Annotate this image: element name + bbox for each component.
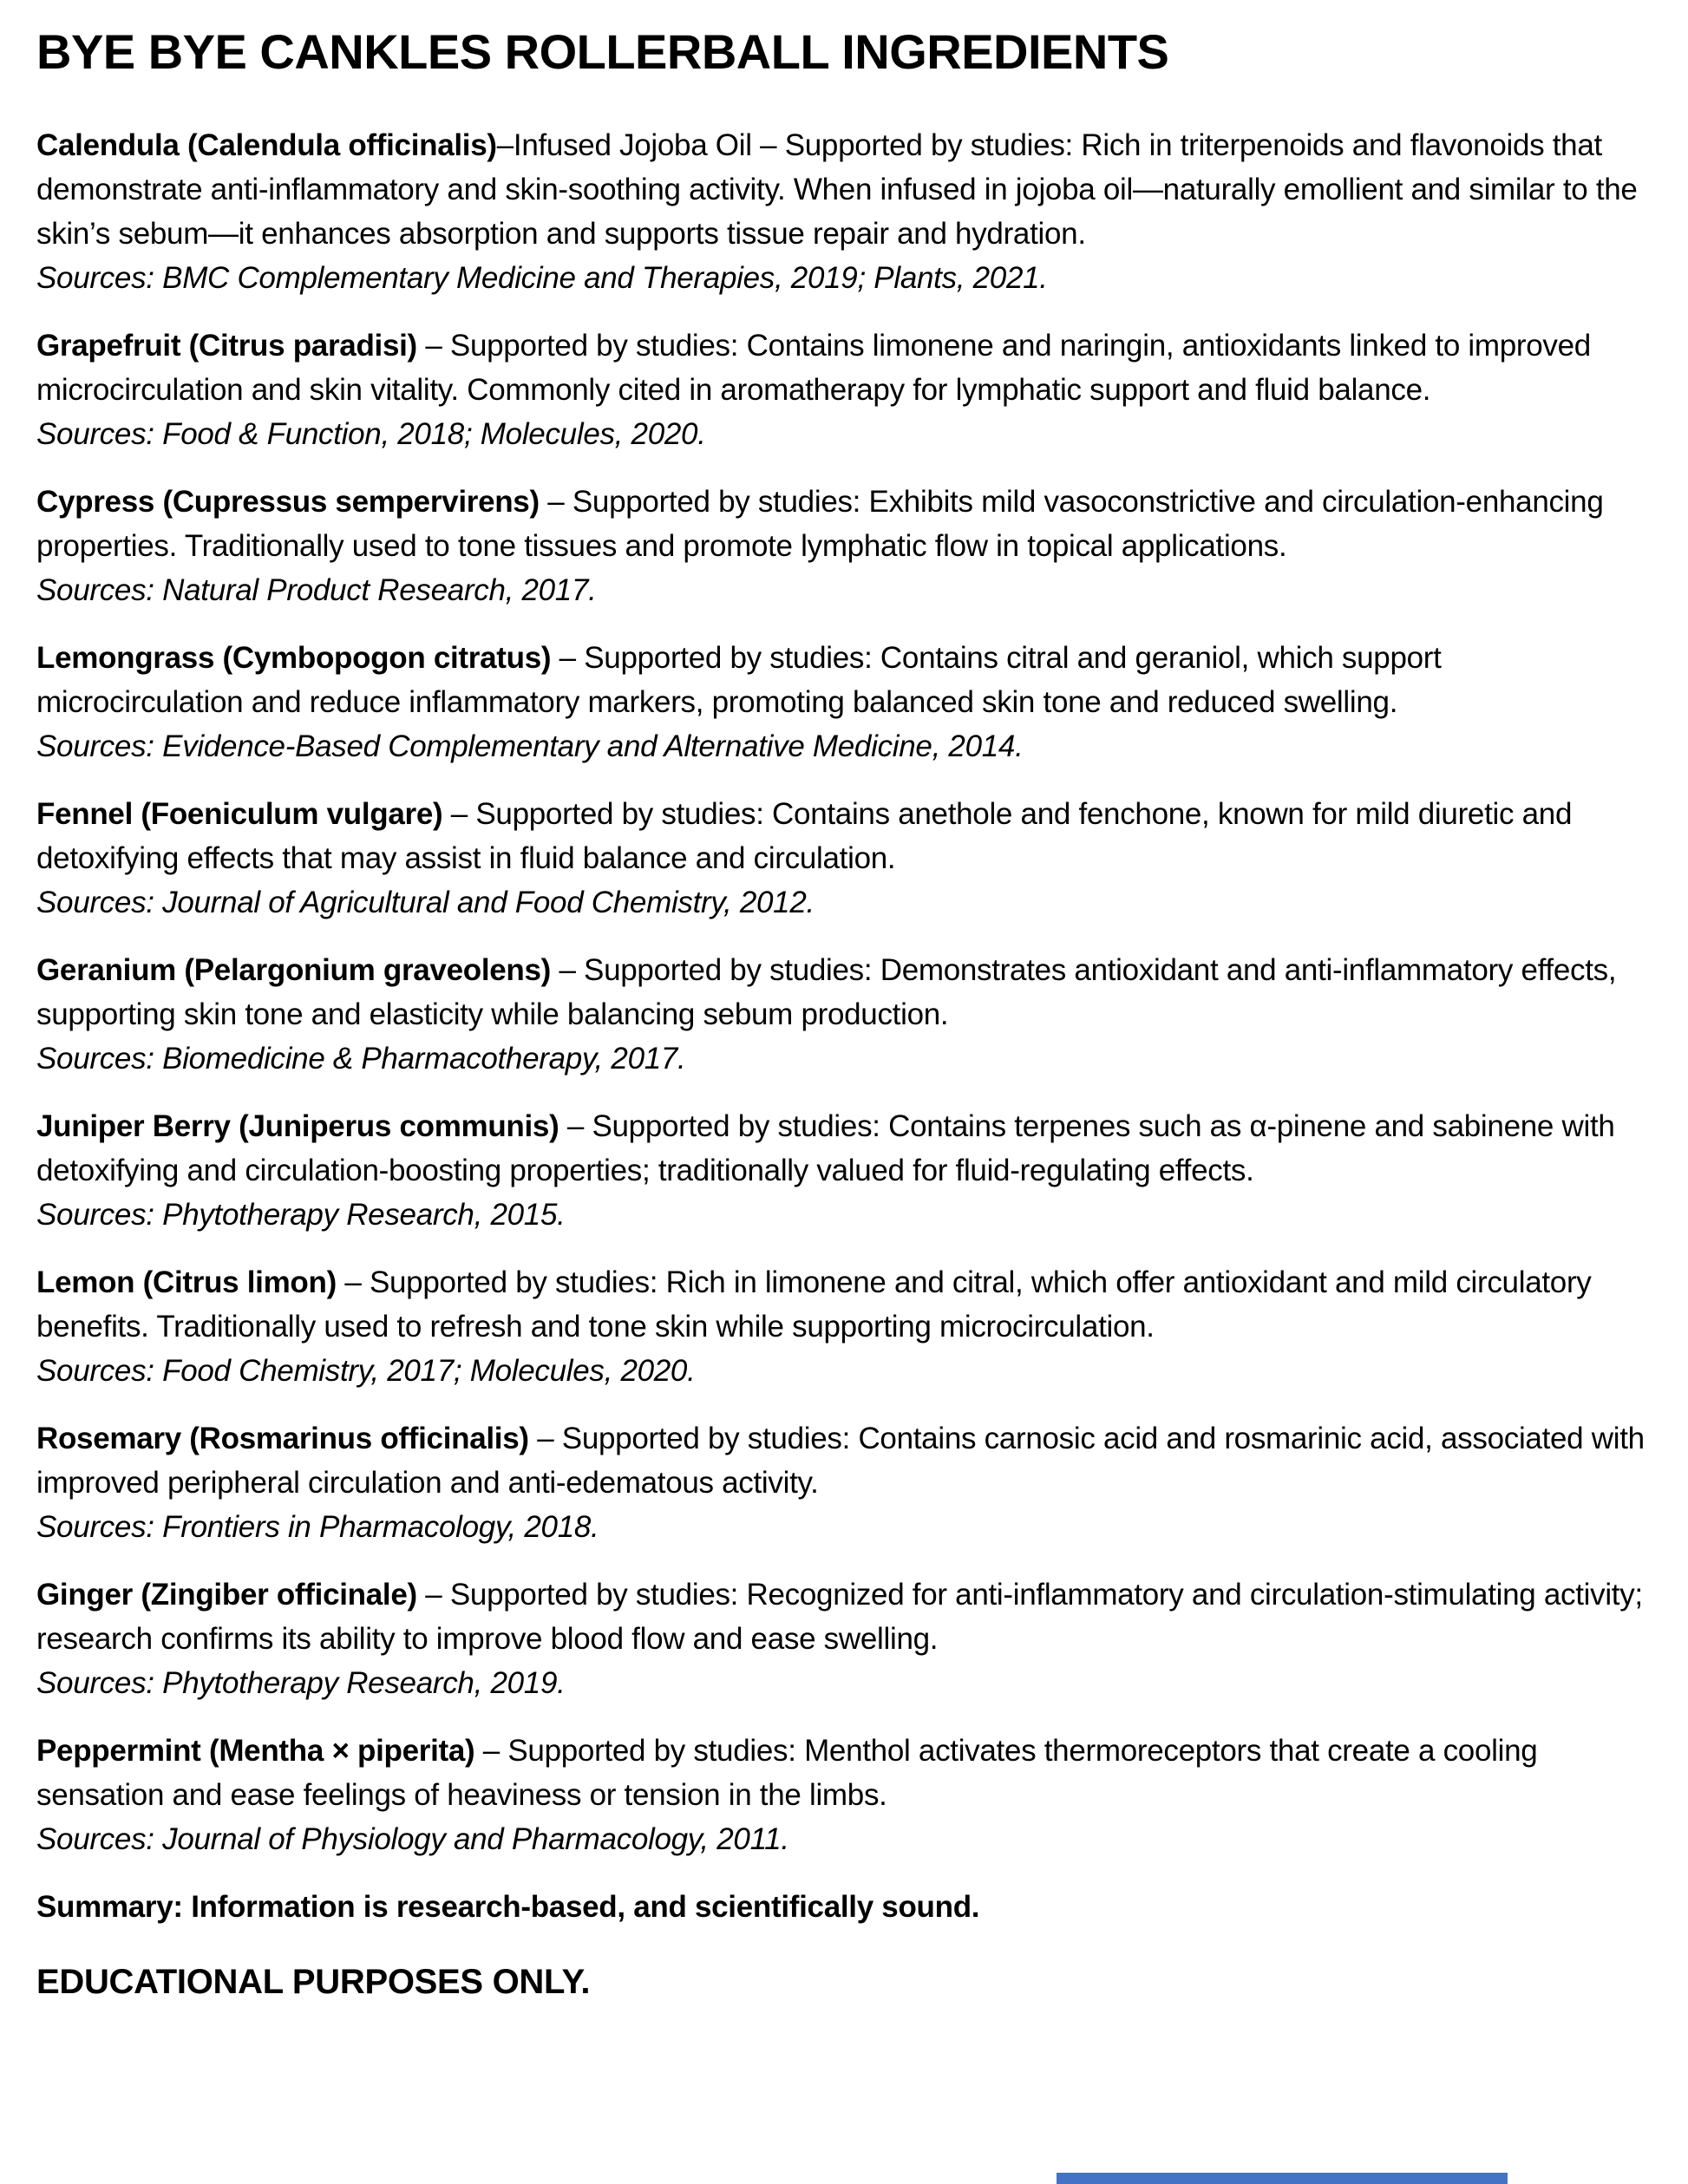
ingredient-paragraph xyxy=(36,1260,1652,1349)
ingredient-paragraph xyxy=(36,948,1652,1036)
ingredient-name: Ginger (Zingiber officinale) xyxy=(36,1578,417,1612)
ingredient-paragraph xyxy=(36,123,1652,256)
ingredient-block xyxy=(36,324,1652,456)
ingredient-description: – Supported by studies: Contains citral and geraniol, which support microcirculation and reduce inflammatory markers, promoting balanced skin tone and reduced swelling. xyxy=(36,641,1442,719)
ingredient-sources: Sources: Journal of Physiology and Pharmacology, 2011. xyxy=(36,1822,789,1856)
ingredient-sources: Sources: Frontiers in Pharmacology, 2018. xyxy=(36,1510,599,1544)
ingredient-sources: Sources: Phytotherapy Research, 2015. xyxy=(36,1198,566,1232)
ingredient-block xyxy=(36,1729,1652,1861)
ingredient-name: Lemongrass (Cymbopogon citratus) xyxy=(36,641,552,675)
ingredient-name: Calendula (Calendula officinalis) xyxy=(36,128,497,162)
ingredient-sources: Sources: Biomedicine & Pharmacotherapy, 2017. xyxy=(36,1042,686,1076)
ingredient-block xyxy=(36,1104,1652,1237)
ingredient-paragraph xyxy=(36,1573,1652,1661)
ingredient-description: – Supported by studies: Contains limonene and naringin, antioxidants linked to improved microcirculation and skin vitality. Commonly cited in aromatherapy for lymphatic support and fluid balance. xyxy=(36,329,1591,407)
ingredient-paragraph xyxy=(36,1416,1652,1505)
ingredient-block xyxy=(36,480,1652,612)
ingredient-name: Grapefruit (Citrus paradisi) xyxy=(36,329,417,363)
ingredient-block xyxy=(36,123,1652,300)
ingredient-name: Cypress (Cupressus sempervirens) xyxy=(36,485,540,519)
ingredient-name: Juniper Berry (Juniperus communis) xyxy=(36,1109,559,1143)
page-title: BYE BYE CANKLES ROLLERBALL INGREDIENTS xyxy=(36,24,1169,79)
ingredient-description: – Supported by studies: Demonstrates antioxidant and anti-inflammatory effects, supporting skin tone and elasticity while balancing sebum production. xyxy=(36,953,1617,1031)
ingredient-name: Lemon (Citrus limon) xyxy=(36,1265,337,1299)
summary-text: Summary: Information is research-based, and scientifically sound. xyxy=(36,1890,980,1924)
ingredient-sources: Sources: Phytotherapy Research, 2019. xyxy=(36,1666,566,1700)
ingredient-name: Peppermint (Mentha × piperita) xyxy=(36,1734,475,1768)
ingredient-list xyxy=(36,123,1652,1861)
ingredient-block xyxy=(36,1416,1652,1549)
ingredient-description: – Supported by studies: Recognized for anti-inflammatory and circulation-stimulating activity; research confirms its ability to improve blood flow and ease swelling. xyxy=(36,1578,1643,1656)
ingredient-sources: Sources: Journal of Agricultural and Food Chemistry, 2012. xyxy=(36,886,815,919)
ingredient-description: – Supported by studies: Exhibits mild vasoconstrictive and circulation-enhancing properties. Traditionally used to tone tissues and promote lymphatic flow in topical applications. xyxy=(36,485,1604,563)
ingredient-sources: Sources: Evidence-Based Complementary and Alternative Medicine, 2014. xyxy=(36,729,1024,763)
ingredient-block xyxy=(36,792,1652,925)
ingredient-block xyxy=(36,1260,1652,1393)
ingredient-block xyxy=(36,948,1652,1081)
ingredient-block xyxy=(36,636,1652,768)
ingredient-description: – Supported by studies: Menthol activates thermoreceptors that create a cooling sensation and ease feelings of heaviness or tension in the limbs. xyxy=(36,1734,1538,1812)
ingredient-name: Geranium (Pelargonium graveolens) xyxy=(36,953,552,987)
ingredient-paragraph xyxy=(36,1729,1652,1817)
ingredient-description: – Supported by studies: Contains anethole and fenchone, known for mild diuretic and detoxifying effects that may assist in fluid balance and circulation. xyxy=(36,797,1573,875)
ingredient-paragraph xyxy=(36,636,1652,724)
ingredient-paragraph xyxy=(36,324,1652,412)
ingredient-sources: Sources: BMC Complementary Medicine and Therapies, 2019; Plants, 2021. xyxy=(36,261,1048,295)
ingredient-description: – Supported by studies: Contains terpenes such as α-pinene and sabinene with detoxifying and circulation-boosting properties; traditionally valued for fluid-regulating effects. xyxy=(36,1109,1615,1187)
ingredient-paragraph xyxy=(36,480,1652,568)
bottom-blue-bar xyxy=(1057,2173,1508,2184)
ingredient-description: –Infused Jojoba Oil – Supported by studies: Rich in triterpenoids and flavonoids that demonstrate anti-inflammatory and skin-soothing activity. When infused in jojoba oil—naturally emollient and similar to the skin’s sebum—it enhances absorption and supports tissue repair and hydration. xyxy=(36,128,1638,251)
ingredient-paragraph xyxy=(36,792,1652,880)
ingredient-block xyxy=(36,1573,1652,1705)
ingredient-sources: Sources: Food & Function, 2018; Molecules, 2020. xyxy=(36,417,706,451)
ingredient-description: – Supported by studies: Contains carnosic acid and rosmarinic acid, associated with improved peripheral circulation and anti-edematous activity. xyxy=(36,1422,1645,1500)
ingredient-description: – Supported by studies: Rich in limonene and citral, which offer antioxidant and mild circulatory benefits. Traditionally used to refresh and tone skin while supporting microcirculation. xyxy=(36,1265,1592,1344)
ingredient-paragraph xyxy=(36,1104,1652,1193)
ingredient-name: Fennel (Foeniculum vulgare) xyxy=(36,797,443,831)
ingredient-name: Rosemary (Rosmarinus officinalis) xyxy=(36,1422,529,1455)
ingredient-sources: Sources: Food Chemistry, 2017; Molecules, 2020. xyxy=(36,1354,696,1388)
ingredient-sources: Sources: Natural Product Research, 2017. xyxy=(36,573,597,607)
footer-note: EDUCATIONAL PURPOSES ONLY. xyxy=(36,1963,591,2001)
